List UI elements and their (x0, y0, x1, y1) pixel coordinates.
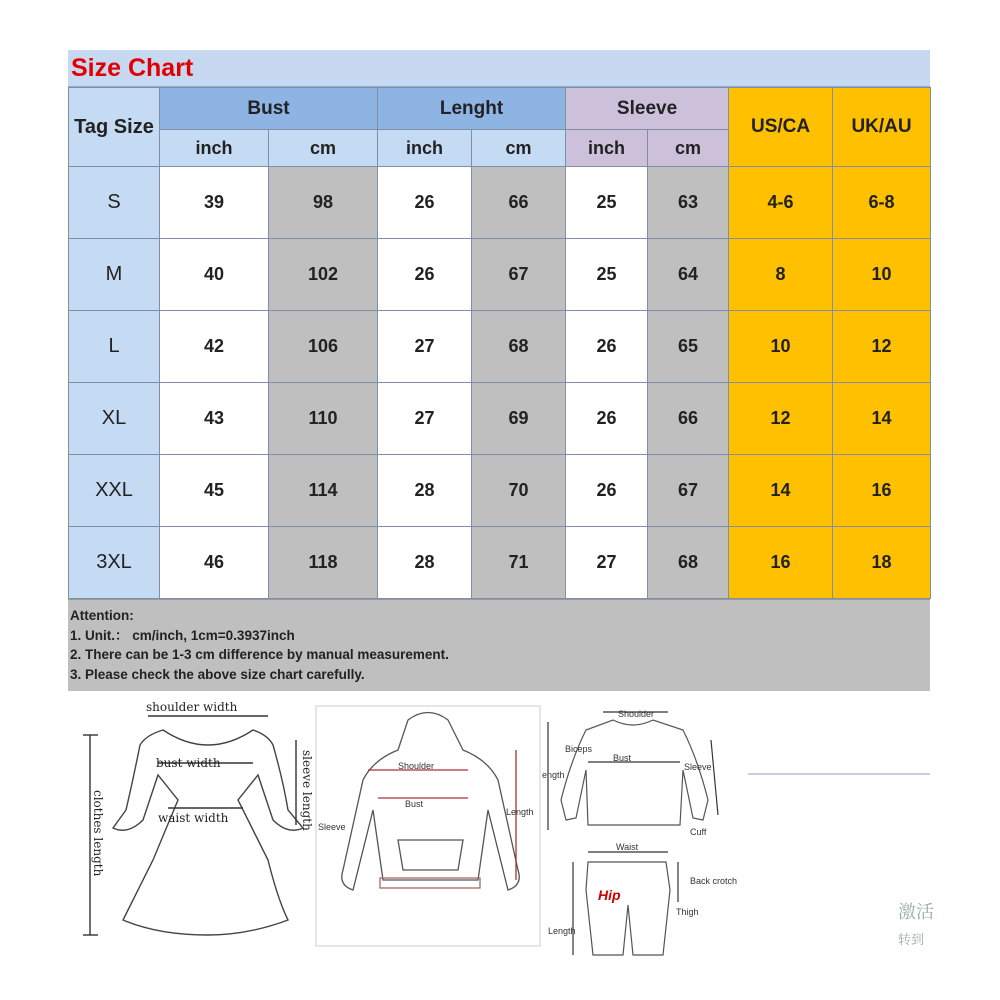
size-cell: L (69, 311, 160, 383)
value-cell: 67 (648, 455, 729, 527)
value-cell: 10 (833, 239, 931, 311)
value-cell: 39 (160, 167, 269, 239)
header-unit: inch (378, 130, 472, 167)
watermark-line2: 转到 (898, 933, 925, 948)
table-row (69, 311, 931, 383)
value-cell: 68 (648, 527, 729, 599)
value-cell: 14 (833, 383, 931, 455)
blouse-cuff-label: Cuff (690, 827, 707, 837)
blouse-length-label: ength (542, 770, 565, 780)
value-cell: 43 (160, 383, 269, 455)
value-cell: 10 (729, 311, 833, 383)
value-cell: 12 (729, 383, 833, 455)
value-cell: 98 (269, 167, 378, 239)
value-cell: 66 (648, 383, 729, 455)
header-us-ca: US/CA (729, 88, 833, 167)
header-bust: Bust (160, 88, 378, 130)
hoodie-bust-label: Bust (405, 799, 424, 809)
value-cell: 70 (472, 455, 566, 527)
value-cell: 71 (472, 527, 566, 599)
header-sleeve: Sleeve (566, 88, 729, 130)
size-cell: M (69, 239, 160, 311)
dress-length-label: clothes length (91, 790, 105, 877)
value-cell: 45 (160, 455, 269, 527)
size-cell: XL (69, 383, 160, 455)
value-cell: 64 (648, 239, 729, 311)
pants-thigh-label: Thigh (676, 907, 699, 917)
size-cell: 3XL (69, 527, 160, 599)
header-unit: cm (648, 130, 729, 167)
table-row (69, 383, 931, 455)
value-cell: 40 (160, 239, 269, 311)
value-cell: 63 (648, 167, 729, 239)
watermark-line1: 激活 (898, 902, 934, 923)
blouse-sleeve-label: Sleeve (684, 762, 712, 772)
value-cell: 66 (472, 167, 566, 239)
value-cell: 114 (269, 455, 378, 527)
measurement-diagrams (68, 690, 934, 960)
dress-waist-label: waist width (158, 811, 229, 825)
header-unit: inch (160, 130, 269, 167)
size-cell: S (69, 167, 160, 239)
pants-back-crotch-label: Back crotch (690, 876, 738, 886)
blouse-bust-label: Bust (613, 753, 632, 763)
header-uk-au: UK/AU (833, 88, 931, 167)
value-cell: 25 (566, 167, 648, 239)
size-table (68, 87, 931, 599)
hoodie-shoulder-label: Shoulder (398, 761, 435, 771)
dress-bust-label: bust width (156, 756, 221, 770)
table-row (69, 239, 931, 311)
hoodie-length-label: Length (506, 807, 534, 817)
value-cell: 6-8 (833, 167, 931, 239)
value-cell: 69 (472, 383, 566, 455)
value-cell: 42 (160, 311, 269, 383)
value-cell: 14 (729, 455, 833, 527)
value-cell: 26 (566, 455, 648, 527)
value-cell: 16 (729, 527, 833, 599)
value-cell: 27 (566, 527, 648, 599)
blouse-shoulder-label: Shoulder (618, 709, 655, 719)
value-cell: 26 (566, 311, 648, 383)
value-cell: 110 (269, 383, 378, 455)
chart-title: Size Chart (71, 54, 194, 82)
size-cell: XXL (69, 455, 160, 527)
value-cell: 65 (648, 311, 729, 383)
value-cell: 68 (472, 311, 566, 383)
dress-diagram (83, 716, 303, 935)
value-cell: 12 (833, 311, 931, 383)
value-cell: 28 (378, 455, 472, 527)
hoodie-sleeve-label: Sleeve (318, 822, 346, 832)
diagrams-svg (68, 690, 934, 960)
blouse-biceps-label: Biceps (565, 744, 593, 754)
value-cell: 26 (378, 167, 472, 239)
table-row (69, 167, 931, 239)
value-cell: 18 (833, 527, 931, 599)
header-unit: cm (472, 130, 566, 167)
value-cell: 106 (269, 311, 378, 383)
value-cell: 118 (269, 527, 378, 599)
header-unit: cm (269, 130, 378, 167)
dress-shoulder-label: shoulder width (146, 700, 238, 714)
value-cell: 8 (729, 239, 833, 311)
hoodie-diagram (316, 706, 540, 946)
value-cell: 67 (472, 239, 566, 311)
chart-title-bar (68, 50, 930, 87)
attention-notes (68, 599, 930, 691)
value-cell: 25 (566, 239, 648, 311)
value-cell: 27 (378, 311, 472, 383)
pants-diagram (573, 852, 678, 955)
value-cell: 16 (833, 455, 931, 527)
value-cell: 102 (269, 239, 378, 311)
table-row (69, 455, 931, 527)
pants-hip-label: Hip (598, 887, 621, 903)
value-cell: 28 (378, 527, 472, 599)
note-line: 3. Please check the above size chart carefully. (70, 666, 365, 682)
table-row (69, 527, 931, 599)
header-length: Lenght (378, 88, 566, 130)
value-cell: 4-6 (729, 167, 833, 239)
value-cell: 46 (160, 527, 269, 599)
size-chart (68, 50, 930, 691)
value-cell: 26 (566, 383, 648, 455)
note-line: Attention: (70, 608, 134, 623)
dress-sleeve-label: sleeve length (300, 750, 314, 831)
header-tag-size: Tag Size (69, 88, 160, 167)
pants-length-label: Length (548, 926, 576, 936)
value-cell: 27 (378, 383, 472, 455)
value-cell: 26 (378, 239, 472, 311)
header-unit: inch (566, 130, 648, 167)
note-line: 1. Unit.： cm/inch, 1cm=0.3937inch (70, 627, 295, 643)
pants-waist-label: Waist (616, 842, 639, 852)
note-line: 2. There can be 1-3 cm difference by manual measurement. (70, 647, 449, 662)
